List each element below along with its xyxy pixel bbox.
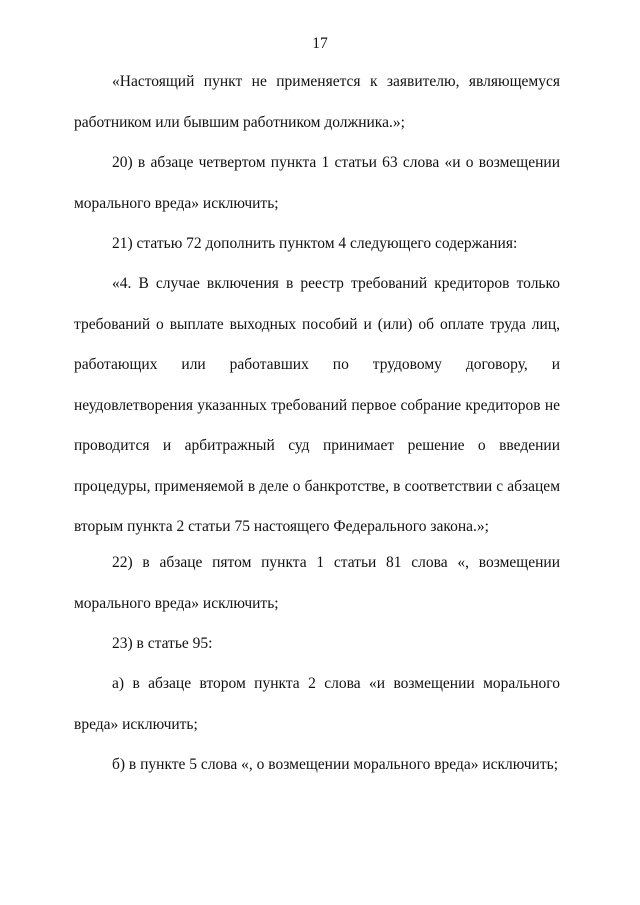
- paragraph-item-20: 20) в абзаце четвертом пункта 1 статьи 63 слова «и о возмещении морального вреда» исключить;: [74, 154, 560, 212]
- paragraph-item-22: 22) в абзаце пятом пункта 1 статьи 81 слова «, возмещении морального вреда» исключить;: [74, 554, 560, 612]
- paragraph-item-23-b: б) в пункте 5 слова «, о возмещении морального вреда» исключить;: [112, 756, 558, 773]
- page-number: 17: [312, 35, 328, 52]
- paragraph-item-21-point-4: «4. В случае включения в реестр требований кредиторов только требований о выплате выходных пособий и (или) об оплате труда лиц, работающих или работавших по трудовому договору, и неудовлетворения указанных требований первое собрание кредиторов не проводится и арбитражный суд принимает решение о введении процедуры, применяемой в деле о банкротстве, в соответствии с абзацем вторым пункта 2 статьи 75 настоящего Федерального закона.»;: [74, 275, 560, 535]
- paragraph-employee-clause: «Настоящий пункт не применяется к заявителю, являющемуся работником или бывшим работником должника.»;: [74, 73, 560, 131]
- paragraph-item-21: 21) статью 72 дополнить пунктом 4 следующего содержания:: [112, 235, 518, 252]
- paragraph-item-23: 23) в статье 95:: [112, 635, 213, 652]
- paragraph-item-23-a: а) в абзаце втором пункта 2 слова «и возмещении морального вреда» исключить;: [74, 675, 560, 733]
